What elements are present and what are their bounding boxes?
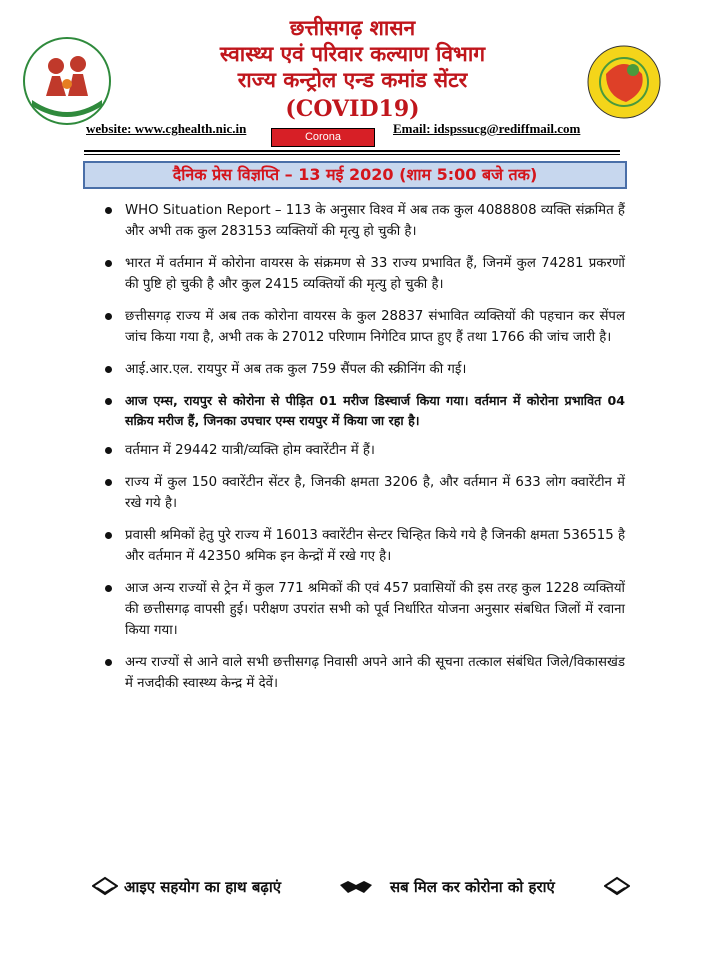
list-item xyxy=(105,253,625,295)
diamond-icon xyxy=(92,875,118,897)
bullet-icon xyxy=(105,479,112,486)
list-item-text: WHO Situation Report – 113 के अनुसार विश्व में अब तक कुल 4088808 व्यक्ति संक्रमित हैं और अभी तक कुल 283153 व्यक्तियों की मृत्यु हो चुकी है। xyxy=(125,203,625,239)
bullet-icon xyxy=(105,532,112,539)
press-release-title: दैनिक प्रेस विज्ञप्ति – 13 मई 2020 (शाम 5:00 बजे तक) xyxy=(83,161,627,189)
handshake-icon xyxy=(338,875,374,899)
list-item xyxy=(105,200,625,242)
covid-label: (COVID19) xyxy=(285,96,420,122)
list-item-text: अन्य राज्यों से आने वाले सभी छत्तीसगढ़ निवासी अपने आने की सूचना तत्काल संबंधित जिले/विकासखंड में नजदीकी स्वास्थ्य केन्द्र में देवें। xyxy=(125,655,625,691)
list-item xyxy=(105,578,625,641)
list-item-text: आई.आर.एल. रायपुर में अब तक कुल 759 सैंपल की स्क्रीनिंग की गई। xyxy=(125,362,467,377)
footer-right-text: सब मिल कर कोरोना को हराएं xyxy=(390,878,555,896)
bullet-icon xyxy=(105,313,112,320)
list-item xyxy=(105,440,625,461)
bullet-icon xyxy=(105,447,112,454)
list-item-text: छत्तीसगढ़ राज्य में अब तक कोरोना वायरस के कुल 28837 संभावित व्यक्तियों की पहचान कर सेंपल जांच किया गया है, अभी तक के 27012 परिणाम निगेटिव प्राप्त हुए हैं तथा 1766 की जांच जारी है। xyxy=(125,309,625,345)
center-title: राज्य कन्ट्रोल एन्ड कमांड सेंटर xyxy=(237,67,468,92)
department-title: स्वास्थ्य एवं परिवार कल्याण विभाग xyxy=(219,41,486,66)
header-divider xyxy=(84,150,620,152)
header-divider-thin xyxy=(84,154,620,155)
footer-slogan xyxy=(0,875,705,899)
list-item xyxy=(105,525,625,567)
list-item-text: प्रवासी श्रमिकों हेतु पुरे राज्य में 16013 क्वारेंटीन सेन्टर चिन्हित किये गये है जिनकी क्षमता 536515 है और वर्तमान में 42350 श्रमिक इन केन्द्रों में रखे गए है। xyxy=(125,528,625,564)
list-item xyxy=(105,359,625,380)
email-link[interactable]: Email: idspssucg@rediffmail.com xyxy=(393,121,581,136)
bullet-icon xyxy=(105,207,112,214)
letterhead xyxy=(0,0,705,158)
bullet-icon xyxy=(105,366,112,373)
list-item-text: भारत में वर्तमान में कोरोना वायरस के संक्रमण से 33 राज्य प्रभावित हैं, जिनमें कुल 74281 प्रकरणों की पुष्टि हो चुकी है और कुल 2415 व्यक्तियों की मृत्यु हो चुकी है। xyxy=(125,256,625,292)
list-item xyxy=(105,306,625,348)
list-item-text: आज एम्स, रायपुर से कोरोना से पीड़ित 01 मरीज डिस्चार्ज किया गया। वर्तमान में कोरोना प्रभावित 04 सक्रिय मरीज हैं, जिनका उपचार एम्स रायपुर में किया जा रहा है। xyxy=(125,393,625,428)
bullet-icon xyxy=(105,398,112,405)
list-item xyxy=(105,652,625,694)
list-item-text: वर्तमान में 29442 यात्री/व्यक्ति होम क्वारेंटीन में हैं। xyxy=(125,443,375,458)
website-link[interactable]: website: www.cghealth.nic.in xyxy=(86,121,247,136)
footer-left-text: आइए सहयोग का हाथ बढ़ाएं xyxy=(124,878,282,896)
list-item xyxy=(105,472,625,514)
diamond-icon xyxy=(604,875,630,897)
bullet-icon xyxy=(105,585,112,592)
corona-badge: Corona xyxy=(271,128,375,147)
bullet-list xyxy=(105,200,625,705)
govt-title: छत्तीसगढ़ शासन xyxy=(289,15,416,40)
list-item-text: आज अन्य राज्यों से ट्रेन में कुल 771 श्रमिकों की एवं 457 प्रवासियों की इस तरह कुल 1228 व्यक्तियों की छत्तीसगढ़ वापसी हुई। परीक्षण उपरांत सभी को पूर्व निर्धारित योजना अनुसार संबधित जिलों में रवाना किया गया। xyxy=(125,581,625,638)
bullet-icon xyxy=(105,659,112,666)
list-item xyxy=(105,391,625,431)
bullet-icon xyxy=(105,260,112,267)
list-item-text: राज्य में कुल 150 क्वारेंटीन सेंटर है, जिनकी क्षमता 3206 है, और वर्तमान में 633 लोग क्वारेंटीन में रखे गये है। xyxy=(125,475,625,511)
